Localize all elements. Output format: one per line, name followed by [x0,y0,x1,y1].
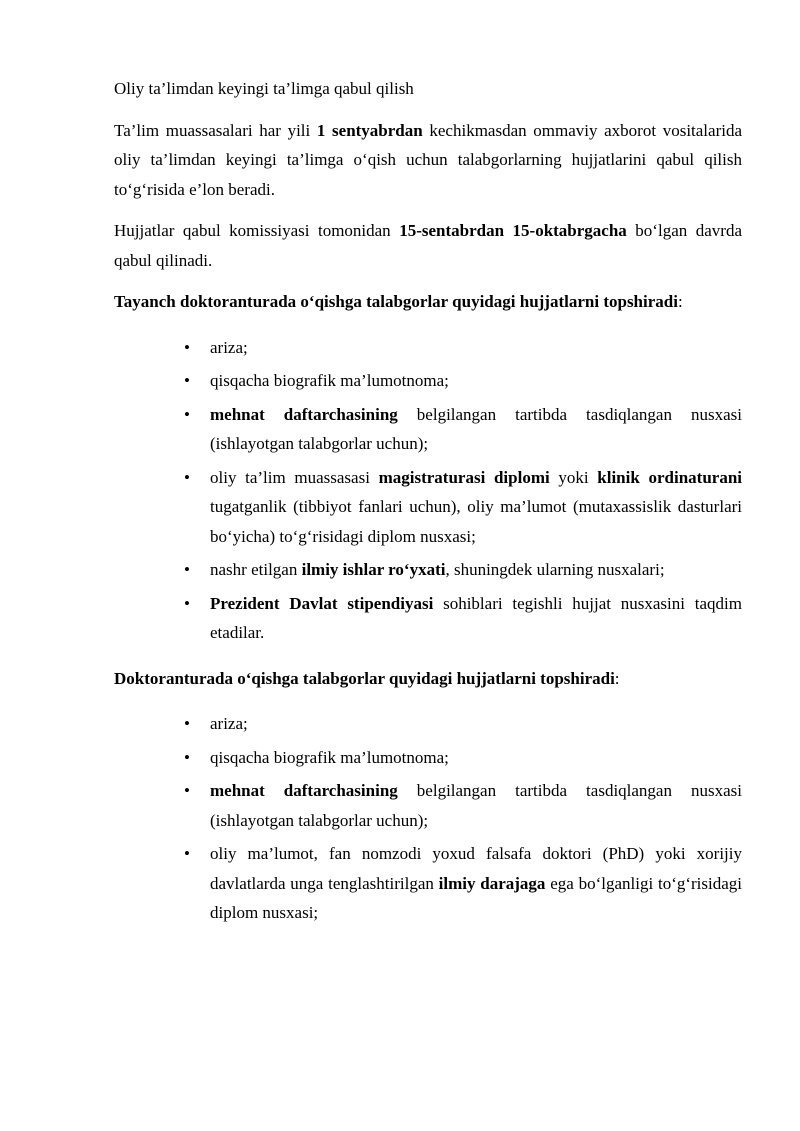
list-item [210,333,742,363]
list-item-text: belgilangan tartibda tasdiqlangan nusxasi (ishlayotgan talabgorlar uchun); [210,781,742,830]
list-item-text: sohiblari tegishli hujjat nusxasini taqdim etadilar. [210,593,743,642]
list-item-text: tugatganlik (tibbiyot fanlari uchun), oliy ma’lumot (mutaxassislik dasturlari bo‘yicha) to‘g‘risidagi diplom nusxasi; [210,497,742,546]
list-item-text: , shuningdek ularning nusxalari; [445,560,665,579]
list-item-text: oliy ma’lumot, fan nomzodi yoxud falsafa doktori (PhD) yoki xorijiy davlatlarda unga tenglashtirilgan [210,844,742,893]
list-item [210,400,742,459]
list-item [210,555,742,585]
document-list-doctorate [114,709,742,928]
list-item-text: yoki [549,467,598,487]
list-item-text: belgilangan tartibda tasdiqlangan nusxasi (ishlayotgan talabgorlar uchun); [210,404,742,453]
heading-text: Tayanch doktoranturada o‘qishga talabgorlar quyidagi hujjatlarni topshiradi [114,292,678,311]
paragraph-text: Ta’lim muassasalari har yili [114,120,317,140]
list-item-bold: Prezident Davlat stipendiyasi [210,593,434,613]
list-item-bold: klinik ordinaturani [597,467,742,487]
list-item [210,589,742,648]
list-item-bold: ilmiy ishlar ro‘yxati [301,560,446,579]
list-item [210,743,742,773]
section-heading-doctorate [114,664,742,694]
section-heading-basic-doctorate [114,287,742,317]
list-item-bold: magistraturasi diplomi [378,467,550,487]
document-list-basic-doctorate [114,333,742,648]
paragraph-announcement [114,116,742,205]
list-item [210,709,742,739]
list-item-text: ega bo‘lganligi to‘g‘risidagi diplom nusxasi; [210,873,743,922]
list-item-text: nashr etilgan [210,560,302,579]
list-item-text: ariza; [210,337,248,357]
heading-suffix: : [614,668,620,688]
heading-suffix: : [677,292,683,311]
paragraph-text: kechikmasdan ommaviy axborot vositalarida oliy ta’limdan keyingi ta’limga o‘qish uchun talabgorlarning hujjatlarini qabul qilish to‘g‘risida e’lon beradi. [114,120,743,199]
heading-text: Doktoranturada o‘qishga talabgorlar quyidagi hujjatlarni topshiradi [114,668,615,688]
paragraph-bold: 15-sentabrdan 15-oktabrgacha [399,221,627,240]
list-item-bold: ilmiy darajaga [438,873,546,893]
paragraph-period [114,216,742,275]
document-title: Oliy ta’limdan keyingi ta’limga qabul qilish [114,79,414,98]
list-item-bold: mehnat daftarchasining [210,781,398,800]
list-item [210,839,742,928]
list-item-bold: mehnat daftarchasining [210,404,398,424]
list-item-text: oliy ta’lim muassasasi [210,467,379,487]
paragraph-text: Hujjatlar qabul komissiyasi tomonidan [114,221,400,240]
paragraph-bold: 1 sentyabrdan [316,120,423,140]
document-body [114,74,742,944]
list-item [210,366,742,396]
list-item [210,463,742,552]
list-item-text: qisqacha biografik ma’lumotnoma; [210,747,449,767]
list-item-text: qisqacha biografik ma’lumotnoma; [210,371,449,390]
list-item [210,776,742,835]
list-item-text: ariza; [210,714,248,733]
paragraph-text: bo‘lgan davrda qabul qilinadi. [114,221,742,270]
